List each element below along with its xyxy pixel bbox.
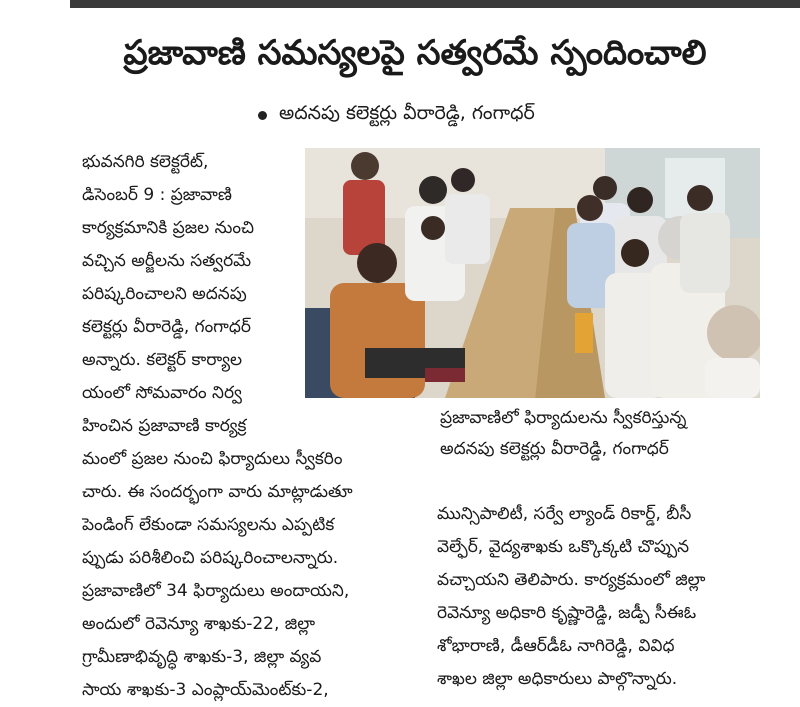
bullet-icon <box>258 111 267 120</box>
photo-caption <box>440 403 770 465</box>
text-line: రెవెన్యూ అధికారి కృష్ణారెడ్డి, జడ్పీ సీఈఓ <box>437 603 697 623</box>
text-line: సాయ శాఖకు-3 ఎంప్లాయ్‌మెంట్‌కు-2, <box>82 680 329 700</box>
news-photo <box>305 148 760 398</box>
text-line: పరిష్కరించాలని అదనపు <box>82 284 247 304</box>
article-right-column <box>437 498 767 696</box>
caption-line: అదనపు కలెక్టర్లు వీరారెడ్డి, గంగాధర్ <box>440 439 669 459</box>
top-rule <box>70 0 800 8</box>
text-line: గ్రామీణాభివృద్ధి శాఖకు-3, జిల్లా వ్యవ <box>82 647 322 667</box>
text-line: మంలో ప్రజల నుంచి ఫిర్యాదులు స్వీకరిం <box>82 449 343 469</box>
byline-text: అదనపు కలెక్టర్లు వీరారెడ్డి, గంగాధర్ <box>279 101 535 124</box>
text-line: పెండింగ్ లేకుండా సమస్యలను ఎప్పటిక <box>82 515 335 535</box>
text-line: శోభారాణి, డీఆర్‌డీఓ నాగిరెడ్డి, వివిధ <box>437 636 675 656</box>
text-line: యంలో సోమవారం నిర్వ <box>82 383 242 403</box>
caption-line: ప్రజావాణిలో ఫిర్యాదులను స్వీకరిస్తున్న <box>440 408 687 428</box>
headline: ప్రజావాణి సమస్యలపై సత్వరమే స్పందించాలి <box>123 33 707 73</box>
text-line: చారు. ఈ సందర్భంగా వారు మాట్లాడుతూ <box>82 482 353 502</box>
text-line: భువనగిరి కలెక్టరేట్, <box>82 152 209 172</box>
text-line: వెల్ఫేర్, వైద్యశాఖకు ఒక్కొక్కటి చొప్పున <box>437 537 690 557</box>
text-line: డిసెంబర్ 9 : ప్రజావాణి <box>82 185 232 205</box>
text-line: అందులో రెవెన్యూ శాఖకు-22, జిల్లా <box>82 614 316 634</box>
text-line: వచ్చాయని తెలిపారు. కార్యక్రమంలో జిల్లా <box>437 570 706 590</box>
text-line: అన్నారు. కలెక్టర్ కార్యాల <box>82 350 243 370</box>
text-line: వచ్చిన అర్జీలను సత్వరమే <box>82 251 252 271</box>
text-line: శాఖల జిల్లా అధికారులు పాల్గొన్నారు. <box>437 669 678 689</box>
text-line: ప్పుడు పరిశీలించి పరిష్కరించాలన్నారు. <box>82 548 339 568</box>
byline <box>258 100 535 130</box>
text-line: కార్యక్రమానికి ప్రజల నుంచి <box>82 218 255 238</box>
text-line: హించిన ప్రజావాణి కార్యక్ర <box>82 416 247 436</box>
text-line: మున్సిపాలిటీ, సర్వే ల్యాండ్ రికార్డ్, బీసీ <box>437 504 692 524</box>
text-line: ప్రజావాణిలో 34 ఫిర్యాదులు అందాయని, <box>82 581 350 601</box>
text-line: కలెక్టర్లు వీరారెడ్డి, గంగాధర్ <box>82 317 251 337</box>
